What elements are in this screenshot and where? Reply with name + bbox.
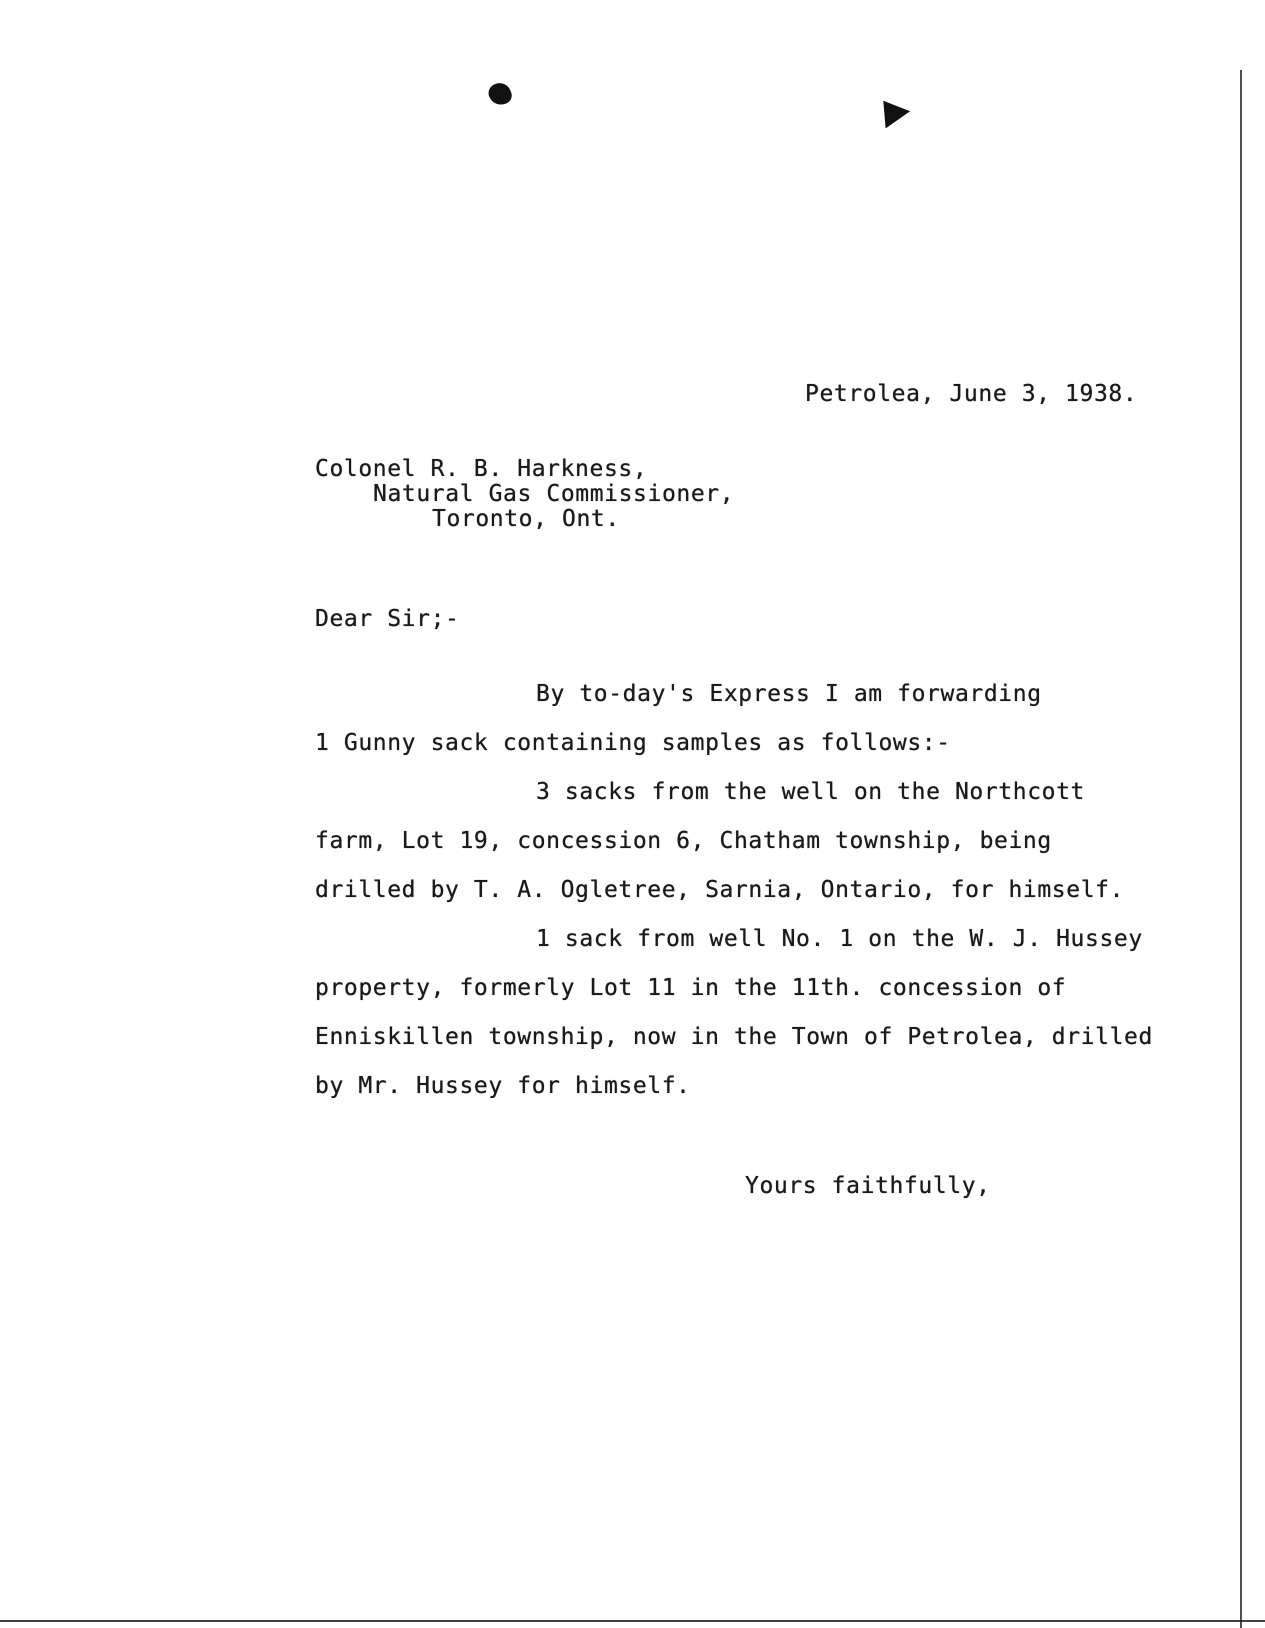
ink-blot-right (872, 92, 910, 129)
body-line-3: 3 sacks from the well on the Northcott (536, 779, 1085, 805)
closing: Yours faithfully, (745, 1173, 991, 1199)
recipient-name: Colonel R. B. Harkness, (315, 456, 648, 482)
body-line-8: Enniskillen township, now in the Town of Petrolea, drilled (315, 1024, 1153, 1050)
bottom-scan-edge (0, 1620, 1265, 1622)
right-scan-edge (1240, 70, 1242, 1628)
salutation: Dear Sir;- (315, 606, 460, 632)
body-line-7: property, formerly Lot 11 in the 11th. concession of (315, 975, 1067, 1001)
body-line-1: By to-day's Express I am forwarding (536, 681, 1042, 707)
body-line-2: 1 Gunny sack containing samples as follows:- (315, 730, 951, 756)
recipient-location: Toronto, Ont. (432, 506, 620, 532)
body-line-6: 1 sack from well No. 1 on the W. J. Hussey (536, 926, 1143, 952)
body-line-4: farm, Lot 19, concession 6, Chatham township, being (315, 828, 1052, 854)
date-line: Petrolea, June 3, 1938. (805, 381, 1138, 407)
body-line-9: by Mr. Hussey for himself. (315, 1073, 691, 1099)
ink-blot-left (486, 80, 514, 108)
recipient-title: Natural Gas Commissioner, (373, 481, 735, 507)
body-line-5: drilled by T. A. Ogletree, Sarnia, Ontario, for himself. (315, 877, 1125, 903)
